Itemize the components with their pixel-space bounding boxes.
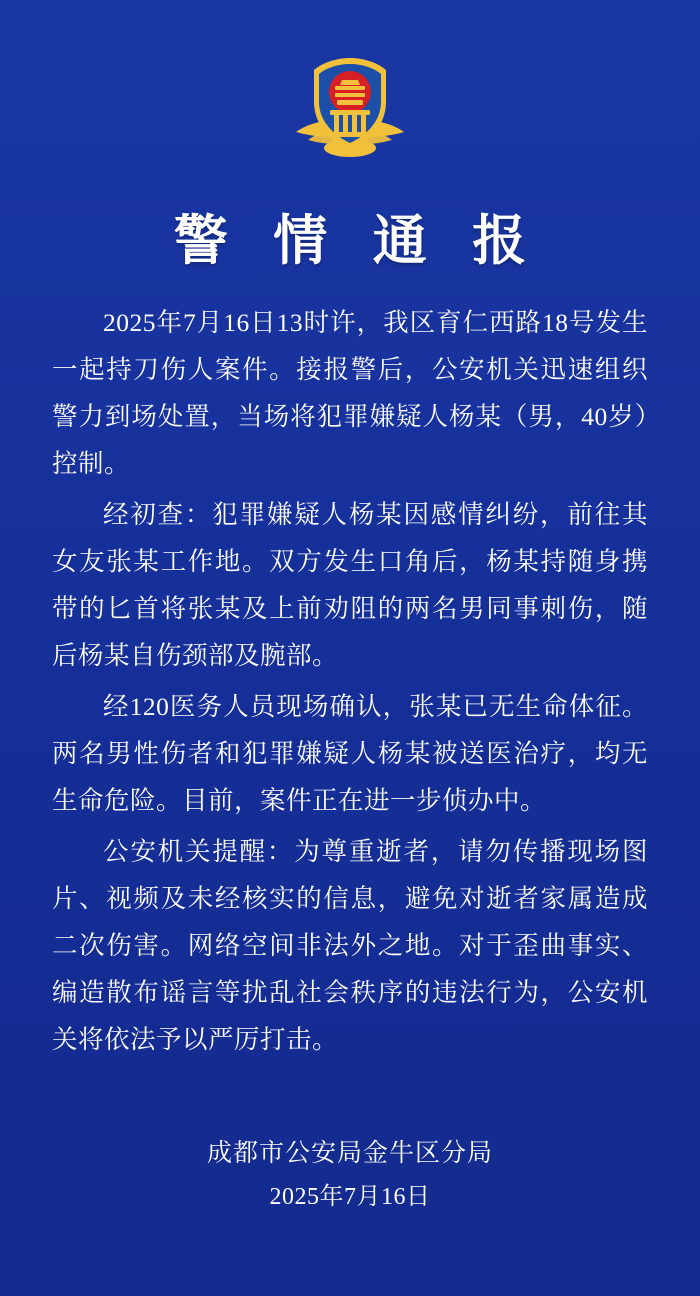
notice-paragraph: 经初查：犯罪嫌疑人杨某因感情纠纷，前往其女友张某工作地。双方发生口角后，杨某持随身携带的匕首将张某及上前劝阻的两名男同事刺伤，随后杨某自伤颈部及腕部。 <box>52 500 648 670</box>
notice-body <box>0 289 700 1063</box>
notice-paragraph: 经120医务人员现场确认，张某已无生命体征。两名男性伤者和犯罪嫌疑人杨某被送医治疗，均无生命危险。目前，案件正在进一步侦办中。 <box>52 692 648 815</box>
notice-paragraph: 公安机关提醒：为尊重逝者，请勿传播现场图片、视频及未经核实的信息，避免对逝者家属造成二次伤害。网络空间非法外之地。对于歪曲事实、编造散布谣言等扰乱社会秩序的违法行为，公安机关将依法予以严厉打击。 <box>52 837 648 1054</box>
page-title: 警 情 通 报 <box>173 211 543 271</box>
notice-footer <box>0 1132 700 1218</box>
issue-date: 2025年7月16日 <box>269 1184 431 1210</box>
emblem-container <box>0 0 700 170</box>
china-police-emblem-icon <box>290 52 410 170</box>
issuing-organization: 成都市公安局金牛区分局 <box>206 1140 493 1167</box>
notice-paragraph: 2025年7月16日13时许，我区育仁西路18号发生一起持刀伤人案件。接报警后，公安机关迅速组织警力到场处置，当场将犯罪嫌疑人杨某（男，40岁）控制。 <box>52 308 648 478</box>
